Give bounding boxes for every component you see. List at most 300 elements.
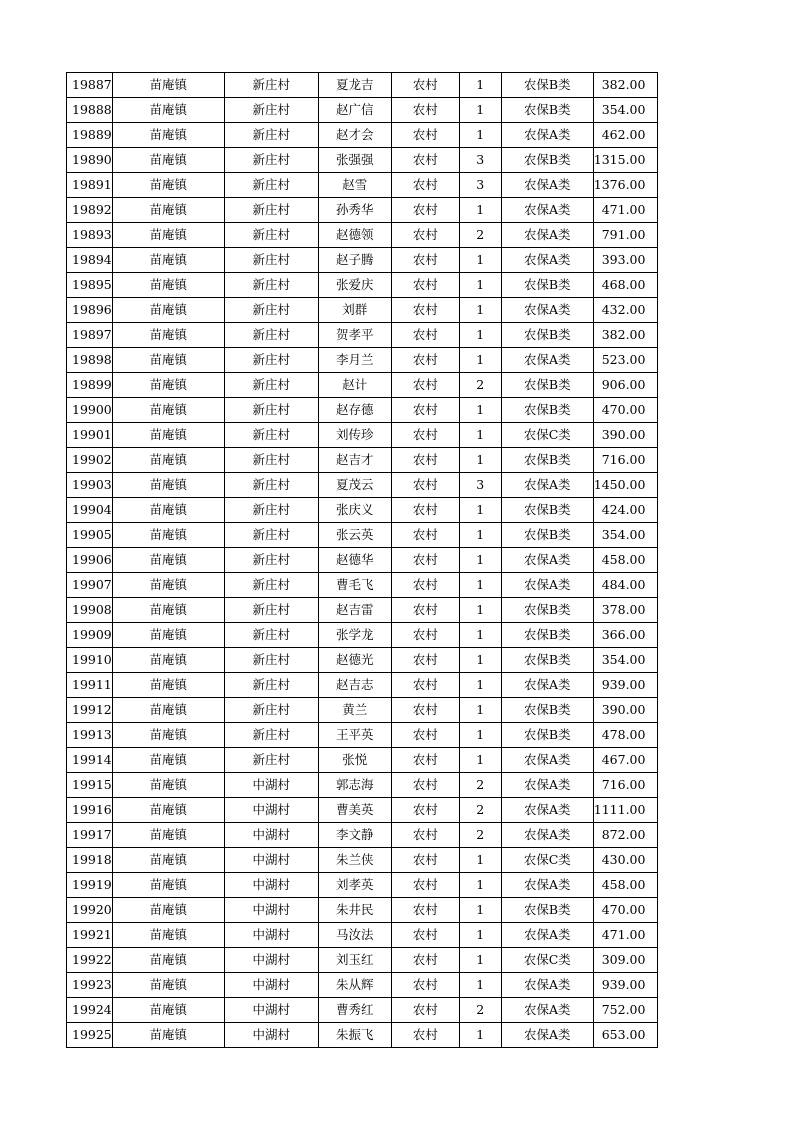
type-cell: 农村 <box>391 873 459 898</box>
name-cell: 王平英 <box>318 723 391 748</box>
count-cell: 2 <box>459 773 501 798</box>
village-cell: 新庄村 <box>224 523 318 548</box>
town-cell: 苗庵镇 <box>112 573 224 598</box>
record-id-cell: 19892 <box>67 198 113 223</box>
category-cell: 农保A类 <box>501 798 593 823</box>
amount-cell: 523.00 <box>593 348 658 373</box>
name-cell: 刘玉红 <box>318 948 391 973</box>
type-cell: 农村 <box>391 748 459 773</box>
record-id-cell: 19908 <box>67 598 113 623</box>
town-cell: 苗庵镇 <box>112 948 224 973</box>
name-cell: 赵德光 <box>318 648 391 673</box>
amount-cell: 458.00 <box>593 548 658 573</box>
table-row <box>67 573 658 598</box>
record-id-cell: 19890 <box>67 148 113 173</box>
table-row <box>67 273 658 298</box>
amount-cell: 470.00 <box>593 898 658 923</box>
table-row <box>67 798 658 823</box>
category-cell: 农保B类 <box>501 398 593 423</box>
village-cell: 新庄村 <box>224 623 318 648</box>
town-cell: 苗庵镇 <box>112 773 224 798</box>
record-id-cell: 19906 <box>67 548 113 573</box>
village-cell: 中湖村 <box>224 998 318 1023</box>
category-cell: 农保A类 <box>501 248 593 273</box>
table-row <box>67 448 658 473</box>
town-cell: 苗庵镇 <box>112 198 224 223</box>
town-cell: 苗庵镇 <box>112 98 224 123</box>
category-cell: 农保A类 <box>501 1023 593 1048</box>
amount-cell: 716.00 <box>593 773 658 798</box>
record-id-cell: 19895 <box>67 273 113 298</box>
amount-cell: 471.00 <box>593 923 658 948</box>
category-cell: 农保B类 <box>501 73 593 98</box>
table-row <box>67 423 658 448</box>
data-table <box>66 72 658 1048</box>
type-cell: 农村 <box>391 298 459 323</box>
village-cell: 新庄村 <box>224 548 318 573</box>
count-cell: 1 <box>459 198 501 223</box>
table-row <box>67 373 658 398</box>
town-cell: 苗庵镇 <box>112 923 224 948</box>
category-cell: 农保B类 <box>501 273 593 298</box>
table-row <box>67 723 658 748</box>
village-cell: 中湖村 <box>224 973 318 998</box>
category-cell: 农保A类 <box>501 548 593 573</box>
name-cell: 赵计 <box>318 373 391 398</box>
table-row <box>67 473 658 498</box>
type-cell: 农村 <box>391 723 459 748</box>
town-cell: 苗庵镇 <box>112 873 224 898</box>
category-cell: 农保B类 <box>501 648 593 673</box>
record-id-cell: 19894 <box>67 248 113 273</box>
town-cell: 苗庵镇 <box>112 623 224 648</box>
table-row <box>67 98 658 123</box>
village-cell: 新庄村 <box>224 648 318 673</box>
name-cell: 郭志海 <box>318 773 391 798</box>
type-cell: 农村 <box>391 648 459 673</box>
village-cell: 中湖村 <box>224 948 318 973</box>
type-cell: 农村 <box>391 398 459 423</box>
village-cell: 新庄村 <box>224 348 318 373</box>
town-cell: 苗庵镇 <box>112 648 224 673</box>
record-id-cell: 19899 <box>67 373 113 398</box>
village-cell: 新庄村 <box>224 223 318 248</box>
type-cell: 农村 <box>391 523 459 548</box>
category-cell: 农保A类 <box>501 673 593 698</box>
record-id-cell: 19898 <box>67 348 113 373</box>
table-row <box>67 998 658 1023</box>
name-cell: 曹秀红 <box>318 998 391 1023</box>
table-row <box>67 898 658 923</box>
name-cell: 曹美英 <box>318 798 391 823</box>
name-cell: 张云英 <box>318 523 391 548</box>
town-cell: 苗庵镇 <box>112 473 224 498</box>
town-cell: 苗庵镇 <box>112 698 224 723</box>
record-id-cell: 19922 <box>67 948 113 973</box>
type-cell: 农村 <box>391 1023 459 1048</box>
table-row <box>67 973 658 998</box>
table-row <box>67 398 658 423</box>
village-cell: 新庄村 <box>224 273 318 298</box>
record-id-cell: 19923 <box>67 973 113 998</box>
village-cell: 新庄村 <box>224 698 318 723</box>
count-cell: 1 <box>459 948 501 973</box>
record-id-cell: 19905 <box>67 523 113 548</box>
town-cell: 苗庵镇 <box>112 273 224 298</box>
town-cell: 苗庵镇 <box>112 398 224 423</box>
table-row <box>67 873 658 898</box>
village-cell: 新庄村 <box>224 498 318 523</box>
category-cell: 农保A类 <box>501 823 593 848</box>
record-id-cell: 19887 <box>67 73 113 98</box>
count-cell: 1 <box>459 548 501 573</box>
amount-cell: 791.00 <box>593 223 658 248</box>
village-cell: 新庄村 <box>224 448 318 473</box>
record-id-cell: 19916 <box>67 798 113 823</box>
type-cell: 农村 <box>391 923 459 948</box>
record-id-cell: 19903 <box>67 473 113 498</box>
count-cell: 1 <box>459 398 501 423</box>
amount-cell: 432.00 <box>593 298 658 323</box>
record-id-cell: 19900 <box>67 398 113 423</box>
amount-cell: 309.00 <box>593 948 658 973</box>
name-cell: 朱兰侠 <box>318 848 391 873</box>
count-cell: 1 <box>459 723 501 748</box>
village-cell: 新庄村 <box>224 248 318 273</box>
village-cell: 新庄村 <box>224 748 318 773</box>
table-row <box>67 173 658 198</box>
village-cell: 新庄村 <box>224 373 318 398</box>
record-id-cell: 19920 <box>67 898 113 923</box>
category-cell: 农保C类 <box>501 948 593 973</box>
count-cell: 1 <box>459 623 501 648</box>
type-cell: 农村 <box>391 973 459 998</box>
table-row <box>67 823 658 848</box>
town-cell: 苗庵镇 <box>112 973 224 998</box>
type-cell: 农村 <box>391 998 459 1023</box>
town-cell: 苗庵镇 <box>112 323 224 348</box>
village-cell: 中湖村 <box>224 798 318 823</box>
type-cell: 农村 <box>391 173 459 198</box>
amount-cell: 390.00 <box>593 423 658 448</box>
count-cell: 1 <box>459 423 501 448</box>
town-cell: 苗庵镇 <box>112 423 224 448</box>
name-cell: 赵广信 <box>318 98 391 123</box>
village-cell: 新庄村 <box>224 573 318 598</box>
town-cell: 苗庵镇 <box>112 998 224 1023</box>
town-cell: 苗庵镇 <box>112 123 224 148</box>
table-row <box>67 673 658 698</box>
category-cell: 农保B类 <box>501 323 593 348</box>
record-id-cell: 19921 <box>67 923 113 948</box>
type-cell: 农村 <box>391 573 459 598</box>
count-cell: 1 <box>459 248 501 273</box>
name-cell: 张庆义 <box>318 498 391 523</box>
name-cell: 赵德领 <box>318 223 391 248</box>
amount-cell: 393.00 <box>593 248 658 273</box>
record-id-cell: 19907 <box>67 573 113 598</box>
count-cell: 1 <box>459 98 501 123</box>
record-id-cell: 19911 <box>67 673 113 698</box>
village-cell: 中湖村 <box>224 898 318 923</box>
type-cell: 农村 <box>391 373 459 398</box>
name-cell: 张学龙 <box>318 623 391 648</box>
town-cell: 苗庵镇 <box>112 1023 224 1048</box>
village-cell: 中湖村 <box>224 1023 318 1048</box>
name-cell: 赵吉志 <box>318 673 391 698</box>
count-cell: 1 <box>459 123 501 148</box>
category-cell: 农保B类 <box>501 523 593 548</box>
category-cell: 农保B类 <box>501 598 593 623</box>
name-cell: 李月兰 <box>318 348 391 373</box>
record-id-cell: 19902 <box>67 448 113 473</box>
category-cell: 农保A类 <box>501 123 593 148</box>
category-cell: 农保B类 <box>501 98 593 123</box>
town-cell: 苗庵镇 <box>112 523 224 548</box>
record-id-cell: 19924 <box>67 998 113 1023</box>
town-cell: 苗庵镇 <box>112 548 224 573</box>
amount-cell: 752.00 <box>593 998 658 1023</box>
category-cell: 农保B类 <box>501 148 593 173</box>
category-cell: 农保A类 <box>501 473 593 498</box>
amount-cell: 366.00 <box>593 623 658 648</box>
table-row <box>67 123 658 148</box>
count-cell: 2 <box>459 798 501 823</box>
count-cell: 1 <box>459 848 501 873</box>
record-id-cell: 19889 <box>67 123 113 148</box>
category-cell: 农保A类 <box>501 973 593 998</box>
table-row <box>67 848 658 873</box>
category-cell: 农保A类 <box>501 773 593 798</box>
table-row <box>67 748 658 773</box>
record-id-cell: 19888 <box>67 98 113 123</box>
amount-cell: 382.00 <box>593 323 658 348</box>
village-cell: 中湖村 <box>224 848 318 873</box>
type-cell: 农村 <box>391 198 459 223</box>
record-id-cell: 19893 <box>67 223 113 248</box>
village-cell: 中湖村 <box>224 873 318 898</box>
count-cell: 3 <box>459 173 501 198</box>
category-cell: 农保B类 <box>501 723 593 748</box>
name-cell: 马汝法 <box>318 923 391 948</box>
town-cell: 苗庵镇 <box>112 373 224 398</box>
name-cell: 夏龙吉 <box>318 73 391 98</box>
record-id-cell: 19910 <box>67 648 113 673</box>
table-row <box>67 648 658 673</box>
amount-cell: 354.00 <box>593 648 658 673</box>
amount-cell: 430.00 <box>593 848 658 873</box>
count-cell: 1 <box>459 573 501 598</box>
count-cell: 1 <box>459 748 501 773</box>
amount-cell: 458.00 <box>593 873 658 898</box>
table-row <box>67 523 658 548</box>
category-cell: 农保A类 <box>501 573 593 598</box>
table-row <box>67 948 658 973</box>
count-cell: 1 <box>459 1023 501 1048</box>
village-cell: 新庄村 <box>224 398 318 423</box>
record-id-cell: 19913 <box>67 723 113 748</box>
name-cell: 张强强 <box>318 148 391 173</box>
village-cell: 新庄村 <box>224 673 318 698</box>
type-cell: 农村 <box>391 323 459 348</box>
category-cell: 农保B类 <box>501 373 593 398</box>
type-cell: 农村 <box>391 98 459 123</box>
table-row <box>67 498 658 523</box>
type-cell: 农村 <box>391 798 459 823</box>
count-cell: 1 <box>459 498 501 523</box>
amount-cell: 471.00 <box>593 198 658 223</box>
town-cell: 苗庵镇 <box>112 598 224 623</box>
village-cell: 新庄村 <box>224 98 318 123</box>
record-id-cell: 19901 <box>67 423 113 448</box>
village-cell: 新庄村 <box>224 198 318 223</box>
town-cell: 苗庵镇 <box>112 73 224 98</box>
count-cell: 1 <box>459 973 501 998</box>
town-cell: 苗庵镇 <box>112 498 224 523</box>
amount-cell: 378.00 <box>593 598 658 623</box>
table-row <box>67 1023 658 1048</box>
table-row <box>67 248 658 273</box>
table-body <box>67 73 658 1048</box>
name-cell: 曹毛飞 <box>318 573 391 598</box>
town-cell: 苗庵镇 <box>112 898 224 923</box>
category-cell: 农保A类 <box>501 923 593 948</box>
village-cell: 新庄村 <box>224 73 318 98</box>
amount-cell: 939.00 <box>593 973 658 998</box>
village-cell: 新庄村 <box>224 423 318 448</box>
name-cell: 赵存德 <box>318 398 391 423</box>
type-cell: 农村 <box>391 73 459 98</box>
town-cell: 苗庵镇 <box>112 673 224 698</box>
count-cell: 3 <box>459 148 501 173</box>
type-cell: 农村 <box>391 498 459 523</box>
count-cell: 1 <box>459 698 501 723</box>
amount-cell: 716.00 <box>593 448 658 473</box>
village-cell: 中湖村 <box>224 773 318 798</box>
name-cell: 赵雪 <box>318 173 391 198</box>
type-cell: 农村 <box>391 148 459 173</box>
name-cell: 朱振飞 <box>318 1023 391 1048</box>
table-row <box>67 198 658 223</box>
category-cell: 农保B类 <box>501 698 593 723</box>
category-cell: 农保B类 <box>501 448 593 473</box>
table-row <box>67 598 658 623</box>
record-id-cell: 19909 <box>67 623 113 648</box>
count-cell: 2 <box>459 998 501 1023</box>
town-cell: 苗庵镇 <box>112 723 224 748</box>
village-cell: 中湖村 <box>224 823 318 848</box>
type-cell: 农村 <box>391 598 459 623</box>
town-cell: 苗庵镇 <box>112 173 224 198</box>
record-id-cell: 19917 <box>67 823 113 848</box>
count-cell: 1 <box>459 898 501 923</box>
type-cell: 农村 <box>391 473 459 498</box>
village-cell: 新庄村 <box>224 598 318 623</box>
table-row <box>67 323 658 348</box>
type-cell: 农村 <box>391 248 459 273</box>
town-cell: 苗庵镇 <box>112 223 224 248</box>
name-cell: 孙秀华 <box>318 198 391 223</box>
amount-cell: 462.00 <box>593 123 658 148</box>
name-cell: 刘传珍 <box>318 423 391 448</box>
amount-cell: 478.00 <box>593 723 658 748</box>
name-cell: 刘孝英 <box>318 873 391 898</box>
type-cell: 农村 <box>391 448 459 473</box>
type-cell: 农村 <box>391 898 459 923</box>
count-cell: 1 <box>459 298 501 323</box>
village-cell: 新庄村 <box>224 298 318 323</box>
name-cell: 夏茂云 <box>318 473 391 498</box>
count-cell: 1 <box>459 923 501 948</box>
category-cell: 农保A类 <box>501 998 593 1023</box>
name-cell: 赵德华 <box>318 548 391 573</box>
village-cell: 新庄村 <box>224 473 318 498</box>
amount-cell: 653.00 <box>593 1023 658 1048</box>
category-cell: 农保C类 <box>501 423 593 448</box>
record-id-cell: 19896 <box>67 298 113 323</box>
type-cell: 农村 <box>391 623 459 648</box>
record-id-cell: 19918 <box>67 848 113 873</box>
town-cell: 苗庵镇 <box>112 448 224 473</box>
name-cell: 赵吉雷 <box>318 598 391 623</box>
record-id-cell: 19904 <box>67 498 113 523</box>
count-cell: 1 <box>459 598 501 623</box>
type-cell: 农村 <box>391 548 459 573</box>
village-cell: 新庄村 <box>224 723 318 748</box>
record-id-cell: 19919 <box>67 873 113 898</box>
name-cell: 赵子腾 <box>318 248 391 273</box>
type-cell: 农村 <box>391 773 459 798</box>
count-cell: 1 <box>459 273 501 298</box>
type-cell: 农村 <box>391 348 459 373</box>
record-id-cell: 19914 <box>67 748 113 773</box>
category-cell: 农保A类 <box>501 298 593 323</box>
name-cell: 李文静 <box>318 823 391 848</box>
name-cell: 黄兰 <box>318 698 391 723</box>
category-cell: 农保A类 <box>501 198 593 223</box>
amount-cell: 1111.00 <box>593 798 658 823</box>
amount-cell: 424.00 <box>593 498 658 523</box>
type-cell: 农村 <box>391 823 459 848</box>
village-cell: 新庄村 <box>224 173 318 198</box>
town-cell: 苗庵镇 <box>112 248 224 273</box>
category-cell: 农保A类 <box>501 748 593 773</box>
amount-cell: 872.00 <box>593 823 658 848</box>
town-cell: 苗庵镇 <box>112 298 224 323</box>
amount-cell: 1376.00 <box>593 173 658 198</box>
record-id-cell: 19912 <box>67 698 113 723</box>
town-cell: 苗庵镇 <box>112 748 224 773</box>
amount-cell: 1315.00 <box>593 148 658 173</box>
amount-cell: 390.00 <box>593 698 658 723</box>
amount-cell: 467.00 <box>593 748 658 773</box>
record-id-cell: 19891 <box>67 173 113 198</box>
town-cell: 苗庵镇 <box>112 798 224 823</box>
table-row <box>67 548 658 573</box>
count-cell: 1 <box>459 873 501 898</box>
village-cell: 新庄村 <box>224 148 318 173</box>
village-cell: 新庄村 <box>224 123 318 148</box>
amount-cell: 468.00 <box>593 273 658 298</box>
amount-cell: 1450.00 <box>593 473 658 498</box>
amount-cell: 939.00 <box>593 673 658 698</box>
category-cell: 农保B类 <box>501 898 593 923</box>
village-cell: 新庄村 <box>224 323 318 348</box>
name-cell: 贺孝平 <box>318 323 391 348</box>
count-cell: 2 <box>459 223 501 248</box>
category-cell: 农保A类 <box>501 223 593 248</box>
type-cell: 农村 <box>391 273 459 298</box>
